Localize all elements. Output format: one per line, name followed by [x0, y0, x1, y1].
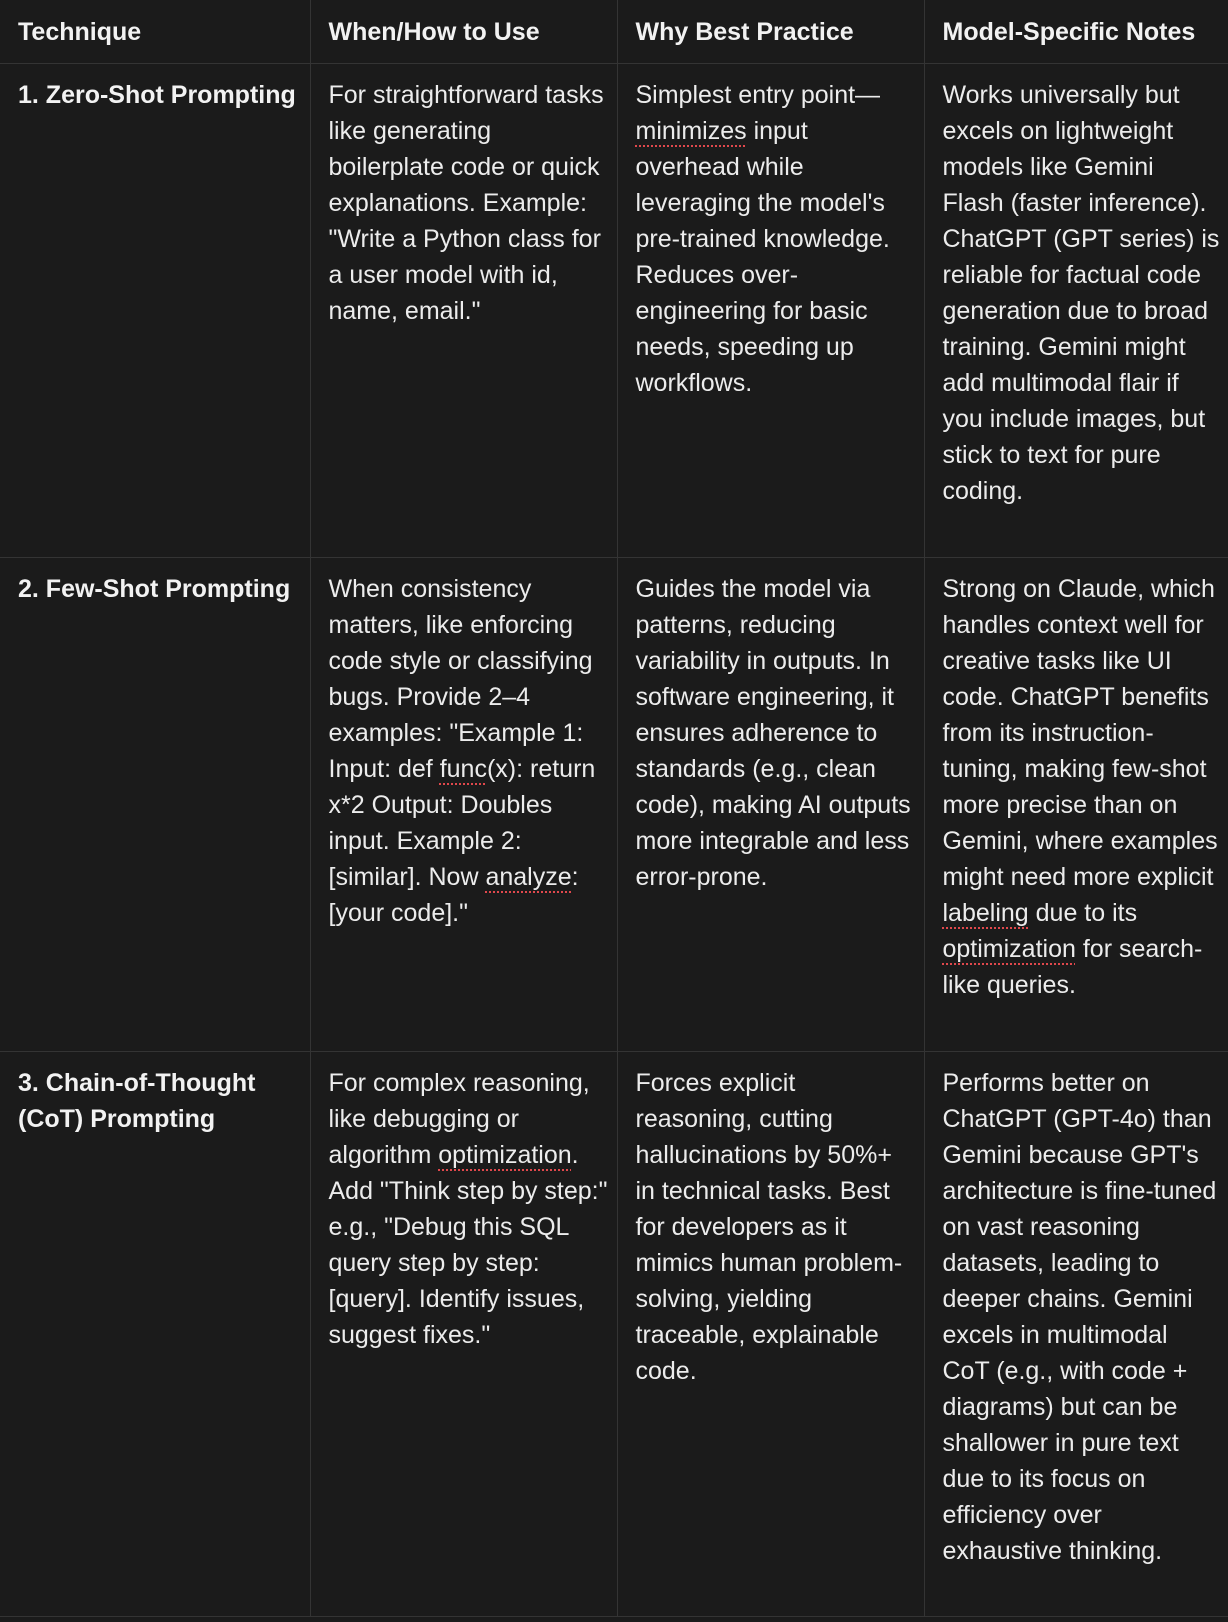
- why-cell: Guides the model via patterns, reducing variability in outputs. In software engineering, it ensures adherence to standards (e.g., clean code), making AI outputs more integrable and less error-prone.: [617, 558, 924, 1052]
- cell-text: for search-like queries.: [942, 935, 1203, 999]
- why-cell: Forces explicit reasoning, cutting hallucinations by 50%+ in technical tasks. Best for developers as it mimics human problem-solving, yielding traceable, explainable code.: [617, 1052, 924, 1617]
- cell-text: Strong on Claude, which handles context well for creative tasks like UI code. ChatGPT benefits from its instruction-tuning, making few-shot more precise than on Gemini, where examples might need more explicit: [942, 575, 1218, 891]
- table-row: [0, 558, 1228, 1052]
- spellcheck-flagged-word[interactable]: optimization: [438, 1141, 572, 1169]
- header-row: [0, 0, 1228, 64]
- why-cell: [617, 64, 924, 558]
- spellcheck-flagged-word[interactable]: func: [439, 755, 487, 783]
- header-technique: Technique: [0, 0, 310, 64]
- spellcheck-flagged-word[interactable]: minimizes: [635, 117, 747, 145]
- cell-text: input overhead while leveraging the model's pre-trained knowledge. Reduces over-engineering for basic needs, speeding up workflows.: [635, 117, 890, 397]
- cell-text: (x): return x*2 Output: Doubles input. Example 2: [similar]. Now: [328, 755, 596, 891]
- spellcheck-flagged-word[interactable]: labeling: [942, 899, 1029, 927]
- cell-text: Simplest entry point—: [635, 81, 881, 109]
- technique-cell: 3. Chain-of-Thought (CoT) Prompting: [0, 1052, 310, 1617]
- table-row: [0, 64, 1228, 558]
- cell-text: : [your code].": [328, 863, 579, 927]
- notes-cell: Performs better on ChatGPT (GPT-4o) than Gemini because GPT's architecture is fine-tuned on vast reasoning datasets, leading to deeper chains. Gemini excels in multimodal CoT (e.g., with code + diagrams) but can be shallower in pure text due to its focus on efficiency over exhaustive thinking.: [924, 1052, 1228, 1617]
- cell-text: due to its: [1028, 899, 1138, 927]
- when-how-cell: [310, 558, 617, 1052]
- cell-text: When consistency matters, like enforcing code style or classifying bugs. Provide 2–4 examples: "Example 1: Input: def: [328, 575, 593, 783]
- when-how-cell: For straightforward tasks like generating boilerplate code or quick explanations. Example: "Write a Python class for a user model with id, name, email.": [310, 64, 617, 558]
- technique-cell: 1. Zero-Shot Prompting: [0, 64, 310, 558]
- spellcheck-flagged-word[interactable]: optimization: [942, 935, 1076, 963]
- table-row: [0, 1052, 1228, 1617]
- header-why: Why Best Practice: [617, 0, 924, 64]
- cell-text: For complex reasoning, like debugging or algorithm: [328, 1069, 590, 1169]
- when-how-cell: [310, 1052, 617, 1617]
- notes-cell: [924, 558, 1228, 1052]
- header-when-how: When/How to Use: [310, 0, 617, 64]
- notes-cell: Works universally but excels on lightweight models like Gemini Flash (faster inference). ChatGPT (GPT series) is reliable for factual code generation due to broad training. Gemini might add multimodal flair if you include images, but stick to text for pure coding.: [924, 64, 1228, 558]
- spellcheck-flagged-word[interactable]: analyze: [485, 863, 572, 891]
- header-notes: Model-Specific Notes: [924, 0, 1228, 64]
- cell-text: . Add "Think step by step:" e.g., "Debug this SQL query step by step: [query]. Identify issues, suggest fixes.": [328, 1141, 608, 1349]
- technique-cell: 2. Few-Shot Prompting: [0, 558, 310, 1052]
